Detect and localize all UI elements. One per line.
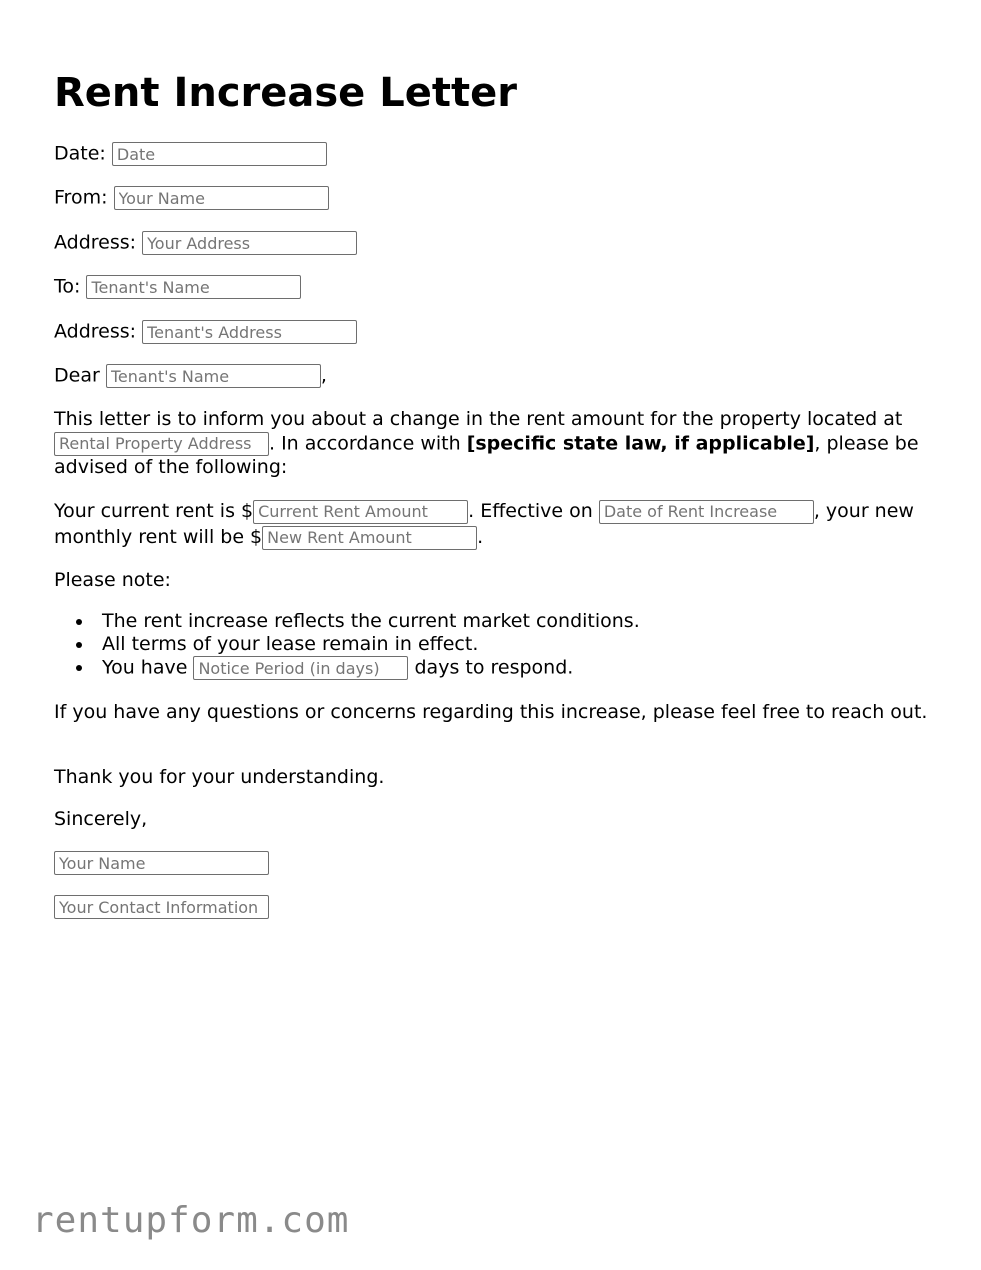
rent-paragraph [54,498,934,550]
signature-contact-row [54,895,269,919]
note-heading: Please note: [54,569,171,591]
sender-address-row [54,231,357,255]
rent-text-1: Your current rent is $ [54,500,254,522]
increase-date-input[interactable] [599,500,814,524]
sender-address-label: Address: [54,231,137,254]
note-item-3-suffix: days to respond. [408,656,574,679]
signature-name-input[interactable] [54,851,269,875]
intro-text-1: This letter is to inform you about a change in the rent amount for the property located at [54,408,903,430]
thanks-line: Thank you for your understanding. [54,766,385,788]
signature-contact-input[interactable] [54,895,269,919]
property-address-input[interactable] [54,432,269,456]
notice-period-input[interactable] [193,656,408,680]
to-row [54,275,301,299]
closing-line: Sincerely, [54,808,148,830]
date-input[interactable] [112,142,327,166]
list-item [102,633,640,656]
rent-text-3: , your new monthly rent will be $ [54,500,914,548]
note-item-2: All terms of your lease remain in effect. [102,633,479,655]
tenant-address-input[interactable] [142,320,357,344]
sender-name-input[interactable] [114,186,329,210]
from-row [54,186,329,210]
signature-name-row [54,851,269,875]
intro-paragraph [54,408,934,479]
list-item [102,656,640,680]
date-label: Date: [54,142,106,165]
rent-text-4: . [477,526,484,548]
to-label: To: [54,275,81,298]
tenant-address-row [54,320,357,344]
notes-list [54,610,640,680]
tenant-name-input[interactable] [86,275,301,299]
tenant-address-label: Address: [54,320,137,343]
from-label: From: [54,186,108,209]
salutation-tenant-name-input[interactable] [106,364,321,388]
page-title: Rent Increase Letter [54,70,517,116]
new-rent-input[interactable] [262,526,477,550]
note-item-1: The rent increase reflects the current market conditions. [102,610,640,632]
note-item-3-prefix: You have [102,656,194,679]
state-law-bold: [specific state law, if applicable] [466,432,815,454]
sender-address-input[interactable] [142,231,357,255]
intro-text-3: , please be advised of the following: [54,432,919,478]
dear-label: Dear [54,364,100,387]
salutation-comma: , [320,364,327,387]
salutation-row [54,364,327,388]
rent-text-2: . Effective on [468,500,599,522]
intro-text-2: . In accordance with [269,432,467,454]
list-item [102,610,640,633]
current-rent-input[interactable] [253,500,468,524]
date-row [54,142,327,166]
watermark: rentupform.com [32,1200,350,1241]
questions-paragraph: If you have any questions or concerns regarding this increase, please feel free to reach out. [54,701,928,723]
